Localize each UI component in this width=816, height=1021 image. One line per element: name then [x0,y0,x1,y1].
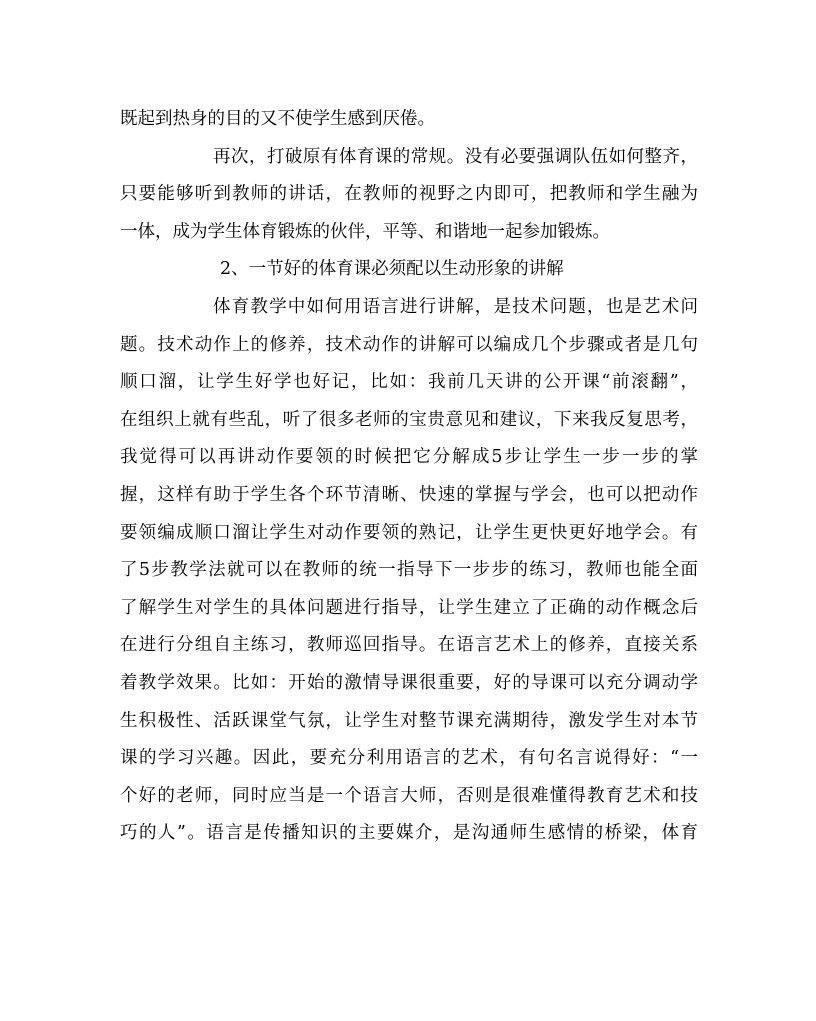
paragraph-line: 在进行分组自主练习，教师巡回指导。在语言艺术上的修养，直接关系 [120,635,698,656]
paragraph-line: 题。技术动作上的修养，技术动作的讲解可以编成几个步骤或者是几句 [120,334,698,355]
paragraph-line: 生积极性、活跃课堂气氛，让学生对整节课充满期待，激发学生对本节 [120,710,698,731]
paragraph-line: 只要能够听到教师的讲话，在教师的视野之内即可，把教师和学生融为 [120,184,698,205]
paragraph-line: 着教学效果。比如：开始的激情导课很重要，好的导课可以充分调动学 [120,672,698,693]
paragraph-line: 一体，成为学生体育锻炼的伙伴，平等、和谐地一起参加锻炼。 [120,221,610,242]
document-body [120,101,698,853]
paragraph-line: 了5步教学法就可以在教师的统一指导下一步步的练习，教师也能全面 [120,560,698,581]
paragraph-line: 再次，打破原有体育课的常规。没有必要强调队伍如何整齐， [213,146,698,167]
paragraph-line: 在组织上就有些乱，听了很多老师的宝贵意见和建议，下来我反复思考， [120,409,698,430]
paragraph-line: 要领编成顺口溜让学生对动作要领的熟记，让学生更快更好地学会。有 [120,522,698,543]
paragraph-line: 个好的老师，同时应当是一个语言大师，否则是很难懂得教育艺术和技 [120,785,698,806]
paragraph-line: 巧的人”。语言是传播知识的主要媒介，是沟通师生感情的桥梁，体育 [120,823,698,844]
paragraph-line: 我觉得可以再讲动作要领的时候把它分解成5步让学生一步一步的掌 [120,447,698,468]
section-heading: 2、一节好的体育课必须配以生动形象的讲解 [220,259,564,280]
paragraph-line: 既起到热身的目的又不使学生感到厌倦。 [120,109,435,129]
paragraph-line: 体育教学中如何用语言进行讲解，是技术问题，也是艺术问 [213,296,698,317]
paragraph-line: 了解学生对学生的具体问题进行指导，让学生建立了正确的动作概念后 [120,597,698,618]
paragraph-line: 课的学习兴趣。因此，要充分利用语言的艺术，有句名言说得好：“一 [120,748,698,769]
paragraph-line: 顺口溜，让学生好学也好记，比如：我前几天讲的公开课“前滚翻”， [120,372,698,393]
paragraph-line: 握，这样有助于学生各个环节清晰、快速的掌握与学会，也可以把动作 [120,484,698,505]
